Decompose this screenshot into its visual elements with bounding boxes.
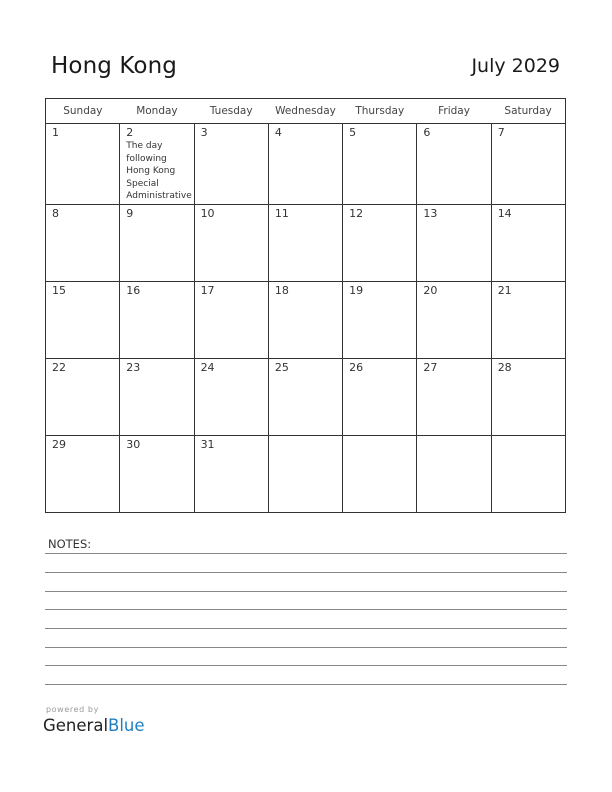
day-number: 29 <box>52 438 66 451</box>
day-cell <box>194 124 268 205</box>
day-cell <box>120 124 194 205</box>
day-number: 8 <box>52 207 59 220</box>
holiday-label: The day following Hong Kong Special Administrative <box>126 141 192 201</box>
note-line <box>45 609 567 610</box>
day-cell <box>417 436 491 513</box>
notes-label: NOTES: <box>48 537 92 551</box>
day-cell <box>46 359 120 436</box>
day-cell <box>343 436 417 513</box>
day-number: 3 <box>200 126 208 139</box>
day-number: 10 <box>200 207 215 220</box>
weekday-header: Wednesday <box>268 99 342 124</box>
weekday-header: Tuesday <box>194 99 268 124</box>
day-number: 27 <box>423 361 438 374</box>
month-title: July 2029 <box>471 55 560 77</box>
day-number: 30 <box>126 438 141 451</box>
day-number: 9 <box>126 207 134 220</box>
day-number: 4 <box>274 126 282 139</box>
day-number: 7 <box>497 126 505 139</box>
day-cell <box>491 436 565 513</box>
day-cell <box>194 205 268 282</box>
day-number: 31 <box>200 438 215 451</box>
day-cell <box>417 124 491 205</box>
note-line <box>45 591 567 592</box>
day-cell <box>343 124 417 205</box>
day-number: 20 <box>423 284 438 297</box>
calendar-grid <box>45 98 566 513</box>
day-cell <box>268 359 342 436</box>
week-row <box>46 205 566 282</box>
region-title: Hong Kong <box>51 53 177 79</box>
week-row <box>46 124 566 205</box>
day-cell <box>194 282 268 359</box>
day-number: 24 <box>200 361 215 374</box>
day-number: 12 <box>349 207 364 220</box>
day-cell <box>194 436 268 513</box>
day-number: 16 <box>126 284 141 297</box>
day-number: 1 <box>52 126 59 139</box>
day-cell <box>343 205 417 282</box>
day-number: 21 <box>497 284 512 297</box>
day-cell <box>491 124 565 205</box>
day-cell <box>268 436 342 513</box>
weekday-header: Sunday <box>46 99 120 124</box>
day-cell <box>120 436 194 513</box>
weekday-header: Saturday <box>491 99 565 124</box>
note-line <box>45 665 567 666</box>
day-number: 22 <box>52 361 66 374</box>
day-number: 28 <box>497 361 512 374</box>
day-cell <box>194 359 268 436</box>
week-row <box>46 436 566 513</box>
day-cell <box>343 282 417 359</box>
day-cell <box>417 205 491 282</box>
day-number: 26 <box>349 361 364 374</box>
brand-name-part2: Blue <box>108 716 145 735</box>
week-row <box>46 282 566 359</box>
day-number: 13 <box>423 207 438 220</box>
day-number: 11 <box>274 207 289 220</box>
day-cell <box>46 124 120 205</box>
note-line <box>45 647 567 648</box>
day-cell <box>268 124 342 205</box>
day-cell <box>46 282 120 359</box>
weekday-header: Thursday <box>343 99 417 124</box>
day-number: 14 <box>497 207 512 220</box>
note-line <box>45 553 567 554</box>
day-cell <box>417 359 491 436</box>
day-number: 2 <box>126 126 134 139</box>
weekday-header: Monday <box>120 99 194 124</box>
day-cell <box>491 205 565 282</box>
day-number: 19 <box>349 284 364 297</box>
day-number: 6 <box>423 126 431 139</box>
week-row <box>46 359 566 436</box>
day-number: 17 <box>200 284 215 297</box>
day-number: 18 <box>274 284 289 297</box>
day-cell <box>491 282 565 359</box>
day-number: 5 <box>349 126 357 139</box>
day-cell <box>268 282 342 359</box>
day-cell <box>120 282 194 359</box>
brand-logo <box>43 716 145 735</box>
day-cell <box>120 205 194 282</box>
day-number: 25 <box>274 361 289 374</box>
day-cell <box>268 205 342 282</box>
note-line <box>45 684 567 685</box>
day-cell <box>417 282 491 359</box>
brand-name-part1: General <box>43 716 109 735</box>
day-number: 23 <box>126 361 141 374</box>
day-cell <box>46 436 120 513</box>
weekday-header: Friday <box>417 99 491 124</box>
note-line <box>45 572 567 573</box>
day-cell <box>120 359 194 436</box>
note-line <box>45 628 567 629</box>
day-cell <box>46 205 120 282</box>
day-number: 15 <box>52 284 66 297</box>
day-cell <box>491 359 565 436</box>
weekday-header-row <box>46 99 566 124</box>
day-cell <box>343 359 417 436</box>
powered-by-text: powered by <box>46 705 99 714</box>
